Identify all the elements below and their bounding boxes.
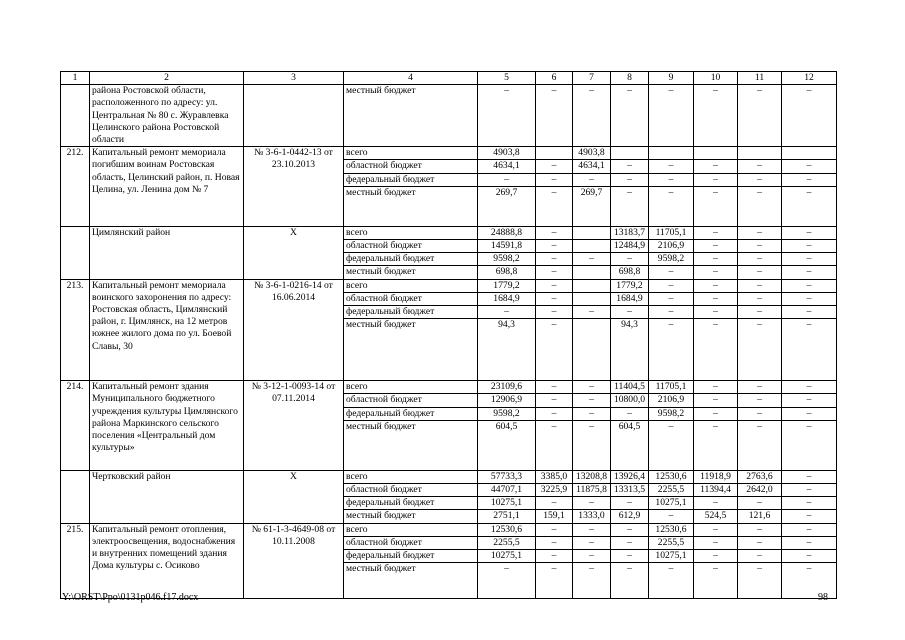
value-cell: –: [536, 536, 573, 549]
value-cell: 11705,1: [649, 226, 694, 239]
value-cell: 10275,1: [478, 550, 536, 563]
value-cell: –: [573, 394, 611, 407]
header-cell: 9: [649, 72, 694, 85]
value-cell: –: [738, 381, 782, 394]
value-cell: –: [611, 497, 649, 510]
value-cell: –: [738, 306, 782, 319]
value-cell: 9598,2: [478, 253, 536, 266]
budget-table: [60, 71, 837, 599]
item-number: 212.: [61, 147, 90, 227]
value-cell: –: [573, 173, 611, 186]
item-document: № 3-6-1-0442-13 от 23.10.2013: [244, 147, 344, 227]
value-cell: –: [694, 240, 738, 253]
value-cell: 13926,4: [611, 470, 649, 483]
value-cell: 12484,9: [611, 240, 649, 253]
value-cell: 10275,1: [478, 497, 536, 510]
value-cell: –: [536, 420, 573, 470]
value-cell: –: [738, 563, 782, 599]
value-cell: [536, 147, 573, 160]
funding-source: местный бюджет: [344, 266, 478, 279]
value-cell: –: [478, 563, 536, 599]
value-cell: 269,7: [478, 186, 536, 226]
value-cell: –: [738, 253, 782, 266]
value-cell: –: [573, 407, 611, 420]
value-cell: –: [611, 536, 649, 549]
district-name: Цимлянский район: [90, 226, 244, 279]
value-cell: 44707,1: [478, 484, 536, 497]
value-cell: –: [694, 381, 738, 394]
value-cell: –: [478, 173, 536, 186]
value-cell: –: [782, 394, 837, 407]
value-cell: –: [782, 484, 837, 497]
value-cell: –: [694, 292, 738, 305]
value-cell: –: [694, 420, 738, 470]
value-cell: –: [573, 85, 611, 147]
value-cell: –: [536, 563, 573, 599]
value-cell: –: [573, 497, 611, 510]
value-cell: –: [782, 292, 837, 305]
value-cell: 2255,5: [478, 536, 536, 549]
file-path-footer: Y:\ORST\Ppo\0131p046.f17.docx: [62, 592, 199, 603]
value-cell: 4634,1: [478, 160, 536, 173]
item-number: 213.: [61, 279, 90, 381]
table-row: [61, 381, 837, 394]
value-cell: –: [649, 160, 694, 173]
value-cell: –: [573, 306, 611, 319]
item-description: Капитальный ремонт отопления, электроосвещения, водоснабжения и внутренних помещений здания Дома культуры с. Осиково: [90, 523, 244, 599]
funding-source: областной бюджет: [344, 240, 478, 253]
value-cell: –: [573, 563, 611, 599]
value-cell: 1333,0: [573, 510, 611, 523]
value-cell: 3225,9: [536, 484, 573, 497]
value-cell: –: [573, 550, 611, 563]
value-cell: 14591,8: [478, 240, 536, 253]
funding-source: всего: [344, 279, 478, 292]
page-number: 98: [818, 592, 828, 603]
value-cell: 11705,1: [649, 381, 694, 394]
value-cell: –: [782, 266, 837, 279]
funding-source: федеральный бюджет: [344, 407, 478, 420]
value-cell: 12530,6: [649, 523, 694, 536]
value-cell: 12530,6: [649, 470, 694, 483]
value-cell: 1779,2: [611, 279, 649, 292]
value-cell: –: [649, 510, 694, 523]
value-cell: –: [738, 394, 782, 407]
funding-source: всего: [344, 523, 478, 536]
value-cell: [649, 147, 694, 160]
table-row: [61, 470, 837, 483]
header-cell: 2: [90, 72, 244, 85]
value-cell: 269,7: [573, 186, 611, 226]
funding-source: всего: [344, 381, 478, 394]
value-cell: –: [694, 407, 738, 420]
value-cell: –: [536, 550, 573, 563]
item-document: № 61-1-3-4649-08 от 10.11.2008: [244, 523, 344, 599]
value-cell: –: [694, 536, 738, 549]
value-cell: –: [694, 85, 738, 147]
item-number: [61, 85, 90, 147]
value-cell: –: [694, 563, 738, 599]
value-cell: 604,5: [478, 420, 536, 470]
value-cell: 94,3: [611, 319, 649, 381]
value-cell: –: [536, 160, 573, 173]
value-cell: –: [536, 85, 573, 147]
funding-source: федеральный бюджет: [344, 173, 478, 186]
value-cell: 11918,9: [694, 470, 738, 483]
funding-source: федеральный бюджет: [344, 550, 478, 563]
value-cell: –: [649, 563, 694, 599]
value-cell: –: [694, 173, 738, 186]
header-cell: 10: [694, 72, 738, 85]
value-cell: –: [694, 497, 738, 510]
funding-source: федеральный бюджет: [344, 306, 478, 319]
value-cell: –: [738, 226, 782, 239]
value-cell: –: [536, 306, 573, 319]
value-cell: –: [649, 319, 694, 381]
value-cell: –: [694, 253, 738, 266]
value-cell: [573, 319, 611, 381]
value-cell: –: [649, 420, 694, 470]
table-row: [61, 523, 837, 536]
value-cell: 2106,9: [649, 240, 694, 253]
value-cell: 604,5: [611, 420, 649, 470]
value-cell: –: [694, 226, 738, 239]
value-cell: –: [782, 407, 837, 420]
funding-source: местный бюджет: [344, 186, 478, 226]
value-cell: [573, 240, 611, 253]
value-cell: 11404,5: [611, 381, 649, 394]
value-cell: 13313,5: [611, 484, 649, 497]
value-cell: –: [649, 292, 694, 305]
value-cell: –: [738, 497, 782, 510]
value-cell: –: [611, 160, 649, 173]
value-cell: –: [536, 394, 573, 407]
value-cell: [738, 147, 782, 160]
value-cell: –: [782, 253, 837, 266]
item-description: Капитальный ремонт мемориала погибшим воинам Ростовская область, Целинский район, п. Новая Целина, ул. Ленина дом № 7: [90, 147, 244, 227]
value-cell: –: [611, 523, 649, 536]
funding-source: областной бюджет: [344, 292, 478, 305]
value-cell: 612,9: [611, 510, 649, 523]
value-cell: –: [738, 85, 782, 147]
value-cell: 57733,3: [478, 470, 536, 483]
value-cell: 698,8: [611, 266, 649, 279]
value-cell: 12906,9: [478, 394, 536, 407]
value-cell: 1779,2: [478, 279, 536, 292]
funding-source: федеральный бюджет: [344, 497, 478, 510]
value-cell: –: [738, 319, 782, 381]
value-cell: –: [478, 306, 536, 319]
item-description: района Ростовской области, расположенного по адресу: ул. Центральная № 80 с. Журавлевка Целинского района Ростовской области: [90, 85, 244, 147]
value-cell: 698,8: [478, 266, 536, 279]
value-cell: –: [536, 279, 573, 292]
table-row: [61, 279, 837, 292]
header-cell: 3: [244, 72, 344, 85]
item-number: 214.: [61, 381, 90, 471]
value-cell: 1684,9: [611, 292, 649, 305]
header-cell: 6: [536, 72, 573, 85]
value-cell: [573, 292, 611, 305]
value-cell: –: [611, 306, 649, 319]
value-cell: –: [649, 279, 694, 292]
value-cell: –: [694, 550, 738, 563]
value-cell: 10275,1: [649, 550, 694, 563]
item-description: Капитальный ремонт здания Муниципального бюджетного учреждения культуры Цимлянского района Маркинского сельского поселения «Центральный дом культуры»: [90, 381, 244, 471]
value-cell: –: [738, 186, 782, 226]
value-cell: 121,6: [738, 510, 782, 523]
value-cell: –: [738, 420, 782, 470]
header-cell: 7: [573, 72, 611, 85]
item-description: Капитальный ремонт мемориала воинского захоронения по адресу: Ростовская область, Цимлянский район, г. Цимлянск, на 12 метров южнее жилого дома по ул. Боевой Славы, 30: [90, 279, 244, 381]
funding-source: местный бюджет: [344, 510, 478, 523]
value-cell: –: [782, 523, 837, 536]
funding-source: федеральный бюджет: [344, 253, 478, 266]
value-cell: –: [782, 240, 837, 253]
item-number: 215.: [61, 523, 90, 599]
header-cell: 11: [738, 72, 782, 85]
value-cell: 3385,0: [536, 470, 573, 483]
funding-source: областной бюджет: [344, 536, 478, 549]
item-document: № 3-6-1-0216-14 от 16.06.2014: [244, 279, 344, 381]
value-cell: –: [782, 160, 837, 173]
value-cell: –: [782, 497, 837, 510]
value-cell: –: [738, 407, 782, 420]
header-cell: 4: [344, 72, 478, 85]
value-cell: –: [694, 160, 738, 173]
value-cell: –: [536, 523, 573, 536]
value-cell: –: [738, 160, 782, 173]
value-cell: –: [694, 186, 738, 226]
value-cell: –: [478, 85, 536, 147]
value-cell: 159,1: [536, 510, 573, 523]
value-cell: 2751,1: [478, 510, 536, 523]
value-cell: 11394,4: [694, 484, 738, 497]
value-cell: –: [782, 550, 837, 563]
funding-source: местный бюджет: [344, 319, 478, 381]
value-cell: –: [782, 226, 837, 239]
value-cell: –: [738, 523, 782, 536]
value-cell: [573, 226, 611, 239]
funding-source: местный бюджет: [344, 85, 478, 147]
value-cell: –: [649, 266, 694, 279]
value-cell: –: [738, 240, 782, 253]
item-number: [61, 226, 90, 279]
table-row: [61, 85, 837, 147]
header-cell: 12: [782, 72, 837, 85]
value-cell: –: [694, 394, 738, 407]
value-cell: –: [573, 381, 611, 394]
value-cell: [573, 266, 611, 279]
table-row: [61, 147, 837, 160]
value-cell: –: [536, 226, 573, 239]
value-cell: –: [782, 381, 837, 394]
value-cell: –: [536, 186, 573, 226]
value-cell: –: [536, 292, 573, 305]
value-cell: –: [573, 523, 611, 536]
value-cell: –: [782, 306, 837, 319]
value-cell: 23109,6: [478, 381, 536, 394]
value-cell: –: [738, 550, 782, 563]
table-row: [61, 226, 837, 239]
value-cell: [694, 147, 738, 160]
value-cell: –: [649, 85, 694, 147]
value-cell: –: [694, 266, 738, 279]
value-cell: –: [694, 523, 738, 536]
value-cell: –: [536, 240, 573, 253]
funding-source: местный бюджет: [344, 563, 478, 599]
value-cell: –: [611, 173, 649, 186]
funding-source: областной бюджет: [344, 160, 478, 173]
value-cell: –: [536, 173, 573, 186]
value-cell: –: [738, 173, 782, 186]
district-name: Чертковский район: [90, 470, 244, 523]
value-cell: –: [611, 407, 649, 420]
value-cell: –: [738, 536, 782, 549]
value-cell: 13208,8: [573, 470, 611, 483]
funding-source: всего: [344, 226, 478, 239]
value-cell: 10275,1: [649, 497, 694, 510]
value-cell: –: [536, 497, 573, 510]
funding-source: областной бюджет: [344, 394, 478, 407]
value-cell: 13183,7: [611, 226, 649, 239]
value-cell: –: [649, 306, 694, 319]
value-cell: –: [536, 381, 573, 394]
value-cell: –: [782, 279, 837, 292]
item-document: [244, 85, 344, 147]
value-cell: –: [649, 173, 694, 186]
value-cell: –: [782, 319, 837, 381]
header-cell: 8: [611, 72, 649, 85]
value-cell: –: [536, 253, 573, 266]
value-cell: 9598,2: [478, 407, 536, 420]
value-cell: 12530,6: [478, 523, 536, 536]
value-cell: –: [782, 173, 837, 186]
value-cell: –: [649, 186, 694, 226]
funding-source: местный бюджет: [344, 420, 478, 470]
value-cell: 1684,9: [478, 292, 536, 305]
value-cell: –: [782, 420, 837, 470]
value-cell: –: [611, 550, 649, 563]
value-cell: –: [573, 420, 611, 470]
value-cell: –: [536, 266, 573, 279]
value-cell: –: [782, 85, 837, 147]
value-cell: [611, 147, 649, 160]
value-cell: 2642,0: [738, 484, 782, 497]
value-cell: –: [694, 319, 738, 381]
value-cell: –: [738, 292, 782, 305]
header-row: [61, 72, 837, 85]
value-cell: –: [738, 279, 782, 292]
value-cell: –: [611, 186, 649, 226]
item-number: [61, 470, 90, 523]
value-cell: –: [782, 186, 837, 226]
value-cell: –: [536, 319, 573, 381]
value-cell: 9598,2: [649, 407, 694, 420]
value-cell: 4634,1: [573, 160, 611, 173]
value-cell: –: [611, 253, 649, 266]
value-cell: 94,3: [478, 319, 536, 381]
value-cell: 2255,5: [649, 536, 694, 549]
value-cell: 11875,8: [573, 484, 611, 497]
value-cell: –: [573, 536, 611, 549]
funding-source: всего: [344, 147, 478, 160]
value-cell: –: [536, 407, 573, 420]
value-cell: 2763,6: [738, 470, 782, 483]
header-cell: 1: [61, 72, 90, 85]
value-cell: –: [782, 536, 837, 549]
funding-source: всего: [344, 470, 478, 483]
value-cell: –: [782, 510, 837, 523]
value-cell: [782, 147, 837, 160]
value-cell: 9598,2: [649, 253, 694, 266]
value-cell: 10800,0: [611, 394, 649, 407]
value-cell: 24888,8: [478, 226, 536, 239]
value-cell: –: [782, 563, 837, 599]
item-document: Х: [244, 470, 344, 523]
value-cell: –: [573, 253, 611, 266]
value-cell: –: [611, 85, 649, 147]
value-cell: –: [694, 306, 738, 319]
item-document: № 3-12-1-0093-14 от 07.11.2014: [244, 381, 344, 471]
value-cell: –: [694, 279, 738, 292]
value-cell: 4903,8: [478, 147, 536, 160]
value-cell: 2106,9: [649, 394, 694, 407]
value-cell: [573, 279, 611, 292]
value-cell: –: [611, 563, 649, 599]
value-cell: 524,5: [694, 510, 738, 523]
item-document: Х: [244, 226, 344, 279]
value-cell: 4903,8: [573, 147, 611, 160]
value-cell: –: [738, 266, 782, 279]
header-cell: 5: [478, 72, 536, 85]
value-cell: –: [782, 470, 837, 483]
value-cell: 2255,5: [649, 484, 694, 497]
funding-source: областной бюджет: [344, 484, 478, 497]
